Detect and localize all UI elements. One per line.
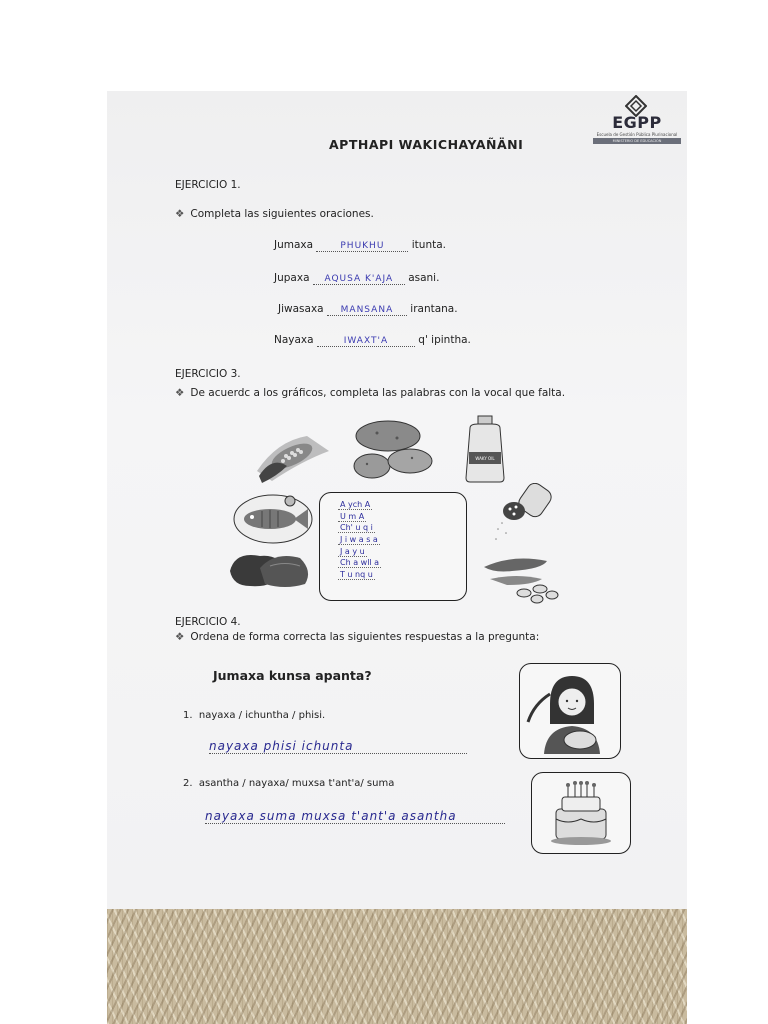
corn-icon [247, 431, 337, 486]
word-item[interactable]: Ch' u q i [340, 523, 373, 533]
item-2-prompt: 2. asantha / nayaxa/ muxsa t'ant'a/ suma [183, 778, 395, 789]
birthday-cake-icon [532, 773, 630, 853]
birthday-cake-picture [531, 772, 631, 854]
item-1-answer[interactable]: nayaxa phisi ichunta [209, 739, 467, 754]
word-item[interactable]: J a y u [340, 546, 365, 556]
exercise4-question: Jumaxa kunsa apanta? [213, 668, 372, 683]
exercise3-instruction: ❖ De acuerdc a los gráficos, completa las palabras con la vocal que falta. [175, 387, 566, 399]
sentence-1-answer[interactable]: PHUKHU [316, 241, 408, 252]
worksheet-page [107, 91, 687, 909]
sentence-3-answer[interactable]: MANSANA [327, 305, 407, 316]
carpet-background [107, 903, 687, 1024]
logo-band: MINISTERIO DE EDUCACIÓN [593, 138, 681, 144]
sentence-3: Jiwasaxa MANSANA irantana. [278, 303, 458, 315]
exercise4-instruction: ❖ Ordena de forma correcta las siguientes respuestas a la pregunta: [175, 631, 540, 643]
word-item[interactable]: Ch a wll a [340, 558, 380, 568]
exercise4-heading: EJERCICIO 4. [175, 616, 241, 628]
potato-icon [352, 416, 437, 486]
diamond-bullet-icon: ❖ [175, 631, 185, 643]
word-item[interactable]: U m A [340, 511, 365, 521]
dried-meat-icon [225, 546, 315, 591]
word-item[interactable]: T u nq u [340, 570, 373, 580]
vowel-word-box [319, 492, 467, 601]
page-title: APTHAPI WAKICHAYAÑÄNI [329, 137, 524, 152]
sentence-2: Jupaxa AQUSA K'AJA asani. [274, 272, 440, 284]
exercise1-instruction: ❖ Completa las siguientes oraciones. [175, 208, 374, 220]
item-2-answer[interactable]: nayaxa suma muxsa t'ant'a asantha [205, 809, 505, 824]
word-item[interactable]: A ych A [340, 500, 371, 509]
diamond-bullet-icon: ❖ [175, 208, 185, 220]
sentence-4: Nayaxa IWAXT'A q' ipintha. [274, 334, 471, 346]
item-1-prompt: 1. nayaxa / ichuntha / phisi. [183, 710, 326, 721]
word-item[interactable]: J i w a s a [340, 535, 378, 545]
logo-brand: EGPP [612, 113, 662, 132]
egpp-logo [587, 93, 687, 157]
girl-with-cat-icon [520, 664, 620, 758]
egpp-emblem-icon [625, 95, 647, 117]
exercise1-heading: EJERCICIO 1. [175, 179, 241, 191]
exercise3-heading: EJERCICIO 3. [175, 368, 241, 380]
oil-bottle-icon [460, 414, 510, 484]
fish-plate-icon [232, 491, 314, 546]
beans-icon [482, 549, 562, 604]
sentence-2-answer[interactable]: AQUSA K'AJA [313, 274, 405, 285]
word-list [338, 499, 381, 581]
salt-shaker-icon [492, 483, 562, 548]
diamond-bullet-icon: ❖ [175, 387, 185, 399]
bottle-label: WAKY OIL [475, 456, 495, 461]
sentence-4-answer[interactable]: IWAXT'A [317, 336, 415, 347]
girl-with-cat-picture [519, 663, 621, 759]
sentence-1: Jumaxa PHUKHU itunta. [274, 239, 446, 251]
logo-subtitle: Escuela de Gestión Pública Plurinacional [596, 132, 678, 137]
